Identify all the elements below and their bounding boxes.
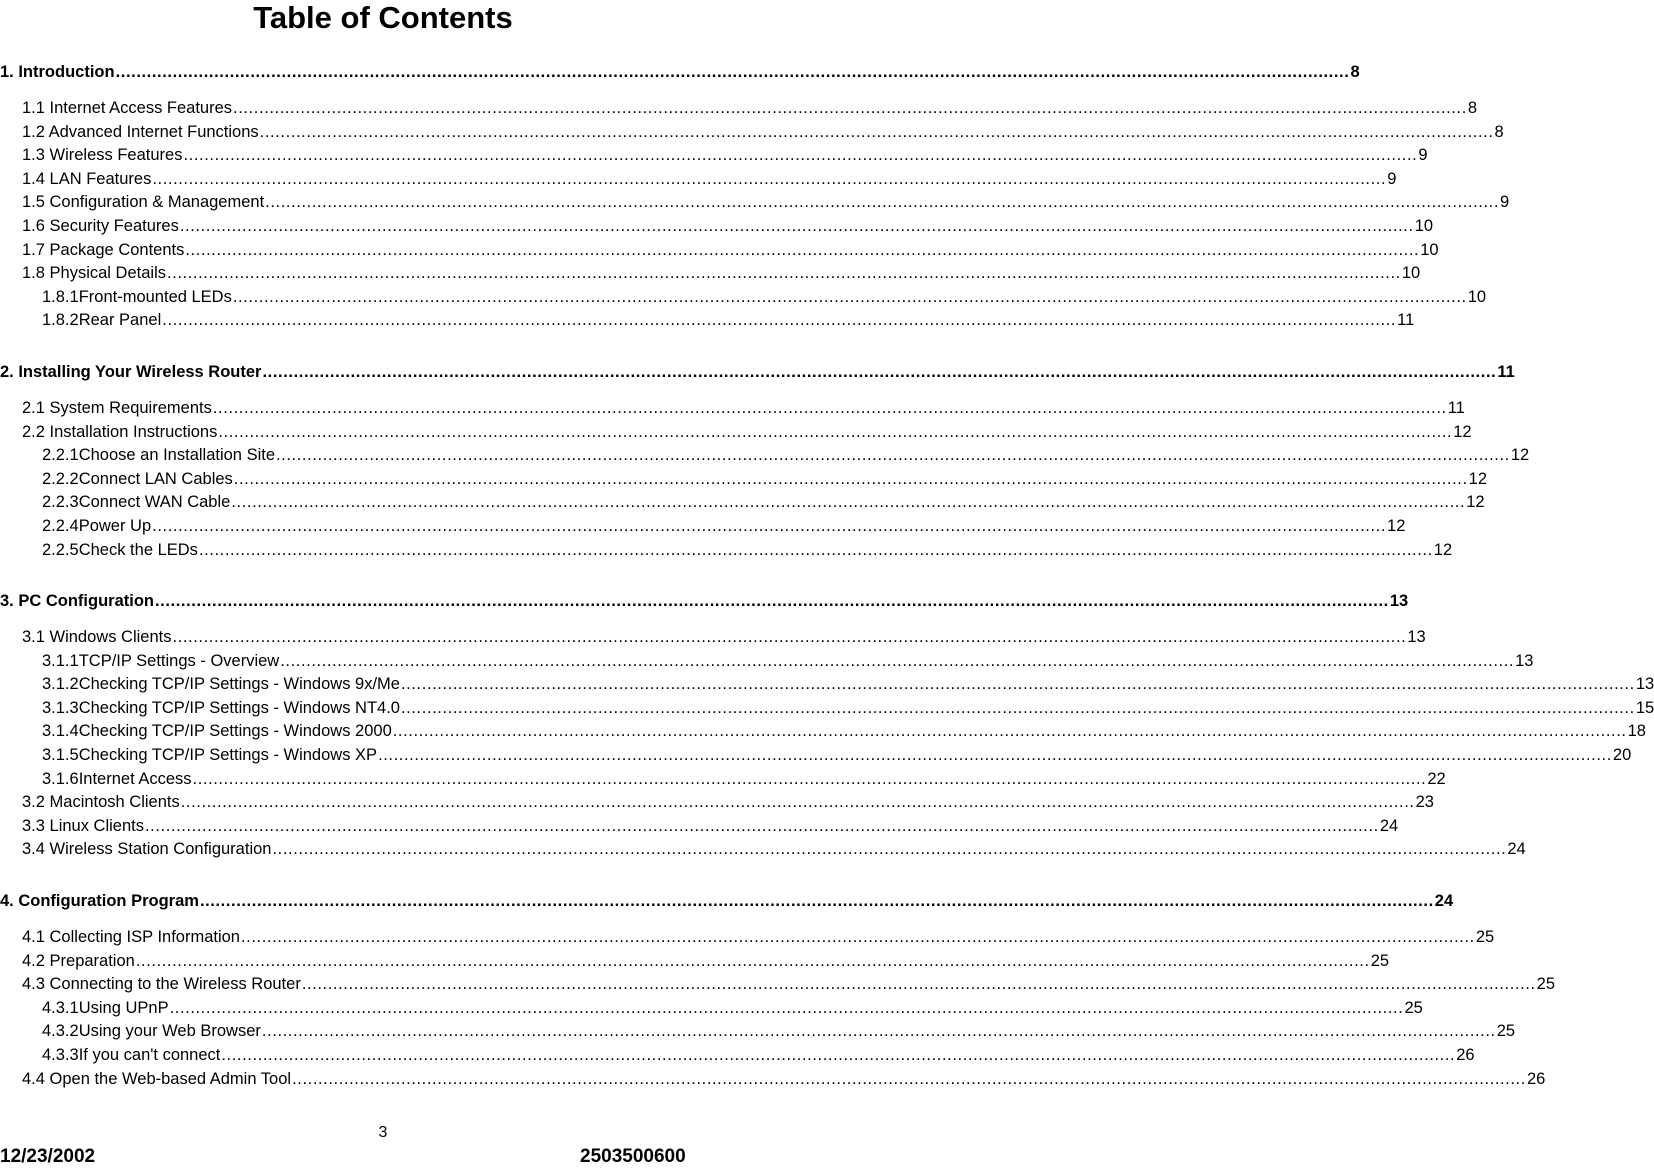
toc-entry-label: 2. Installing Your Wireless Router — [0, 362, 262, 381]
toc-entry[interactable] — [0, 168, 1397, 192]
toc-entry-label: Using UPnP — [78, 998, 169, 1017]
toc-entry-label: 1. Introduction — [0, 63, 115, 81]
toc-entry-page: 12 — [1433, 540, 1453, 559]
dot-leader — [276, 444, 1510, 468]
toc-entry[interactable] — [0, 650, 1534, 674]
dot-leader — [152, 168, 1386, 192]
toc-entry-page: 11 — [1447, 398, 1465, 417]
toc-entry-label: 1.3 Wireless Features — [22, 146, 183, 165]
dot-leader — [401, 673, 1635, 697]
toc-entry-label: Using your Web Browser — [78, 1022, 261, 1041]
toc-entry-label: Connect LAN Cables — [78, 469, 233, 488]
toc-entry-label: Check the LEDs — [78, 540, 198, 559]
toc-entry[interactable] — [0, 121, 1504, 145]
toc-entry[interactable] — [0, 468, 1488, 492]
dot-leader — [262, 1020, 1496, 1044]
toc-entry-label: Internet Access — [78, 769, 192, 788]
toc-entry-page: 24 — [1434, 892, 1454, 911]
toc-entry-label: 4.2 Preparation — [22, 951, 135, 970]
toc-entry-page: 22 — [1427, 769, 1446, 788]
toc-entry[interactable] — [0, 97, 1478, 121]
dot-leader — [265, 191, 1499, 215]
toc-entry-page: 25 — [1536, 975, 1556, 994]
toc-entry-label: Front-mounted LEDs — [78, 287, 232, 306]
toc-entry-page: 8 — [1467, 99, 1478, 117]
toc-entry-number: 2.2.1 — [42, 446, 79, 465]
toc-entry-number: 3.1.6 — [42, 769, 79, 788]
dot-leader — [241, 926, 1475, 950]
toc-entry-number: 2.2.2 — [42, 469, 79, 488]
toc-entry-page: 12 — [1510, 446, 1530, 465]
toc-entry-label: Checking TCP/IP Settings - Windows 9x/Me — [78, 675, 400, 694]
toc-entry[interactable] — [0, 515, 1406, 539]
toc-entry-label: 2.1 System Requirements — [22, 398, 212, 417]
toc-entry[interactable] — [0, 309, 1415, 333]
toc-entry[interactable] — [0, 144, 1428, 168]
toc-entry-page: 12 — [1466, 493, 1485, 512]
toc-entry-page: 12 — [1453, 422, 1472, 441]
toc-entry[interactable] — [0, 838, 1526, 862]
toc-entry[interactable] — [0, 791, 1434, 815]
toc-entry[interactable] — [0, 768, 1446, 792]
toc-entry[interactable] — [0, 361, 1515, 385]
toc-entry-page: 26 — [1456, 1046, 1475, 1064]
dot-leader — [193, 768, 1427, 792]
page-title: Table of Contents — [253, 0, 513, 35]
toc-entry-label: 1.5 Configuration & Management — [22, 193, 265, 212]
toc-entry-number: 3.1.1 — [42, 651, 79, 670]
toc-entry-number: 4.3.1 — [42, 998, 79, 1017]
dot-leader — [180, 215, 1414, 239]
toc-entry-number: 1.8.2 — [42, 311, 79, 330]
toc-entry-number: 3.1.4 — [42, 722, 79, 741]
toc-entry-page: 24 — [1507, 840, 1526, 859]
toc-entry[interactable] — [0, 262, 1421, 286]
toc-entry[interactable] — [0, 590, 1409, 614]
toc-entry-label: 1.4 LAN Features — [22, 169, 152, 188]
toc-entry-page: 9 — [1387, 169, 1397, 188]
dot-leader — [145, 815, 1379, 839]
toc-entry-page: 25 — [1496, 1022, 1516, 1041]
toc-entry-label: 4.4 Open the Web-based Admin Tool — [22, 1069, 292, 1088]
toc-entry[interactable] — [0, 444, 1530, 468]
toc-entry-label: 3. PC Configuration — [0, 592, 154, 611]
dot-leader — [162, 309, 1396, 333]
toc-entry[interactable] — [0, 697, 1654, 721]
dot-leader — [393, 720, 1627, 744]
toc-entry-label: 1.7 Package Contents — [22, 240, 185, 259]
dot-leader — [218, 421, 1452, 445]
toc-entry-page: 10 — [1467, 287, 1487, 306]
toc-entry-page: 9 — [1500, 193, 1510, 212]
footer-doc-id: 2503500600 — [580, 1146, 686, 1167]
toc-entry-page: 13 — [1389, 592, 1409, 611]
toc-entry-page: 12 — [1387, 516, 1406, 535]
table-of-contents — [0, 61, 1654, 1091]
toc-entry-page: 10 — [1401, 264, 1421, 283]
toc-entry[interactable] — [0, 744, 1632, 768]
dot-leader — [136, 950, 1370, 974]
toc-entry[interactable] — [0, 950, 1390, 974]
toc-entry-number: 2.2.4 — [42, 516, 79, 535]
dot-leader — [280, 650, 1514, 674]
dot-leader — [221, 1044, 1455, 1068]
toc-entry-label: Choose an Installation Site — [78, 446, 275, 465]
toc-entry[interactable] — [0, 397, 1465, 421]
toc-entry-page: 8 — [1350, 63, 1360, 81]
toc-entry-page: 8 — [1494, 122, 1504, 141]
dot-leader — [167, 262, 1401, 286]
dot-leader — [181, 791, 1415, 815]
toc-entry[interactable] — [0, 720, 1646, 744]
toc-entry-number: 1.8.1 — [42, 287, 79, 306]
toc-entry[interactable] — [0, 539, 1453, 563]
toc-entry[interactable] — [0, 286, 1487, 310]
dot-leader — [155, 590, 1389, 614]
toc-entry[interactable] — [0, 1068, 1546, 1092]
toc-entry-label: Connect WAN Cable — [78, 493, 231, 512]
dot-leader — [183, 144, 1417, 168]
dot-leader — [231, 491, 1465, 515]
toc-entry-page: 9 — [1418, 146, 1428, 165]
toc-entry[interactable] — [0, 815, 1399, 839]
toc-entry-page: 15 — [1635, 698, 1654, 717]
dot-leader — [172, 626, 1406, 650]
toc-entry[interactable] — [0, 1020, 1516, 1044]
toc-entry[interactable] — [0, 1044, 1475, 1068]
dot-leader — [401, 697, 1635, 721]
toc-entry-page: 13 — [1635, 675, 1654, 694]
toc-entry-number: 4.3.3 — [42, 1046, 79, 1064]
toc-entry[interactable] — [0, 215, 1434, 239]
toc-entry-label: 3.4 Wireless Station Configuration — [22, 840, 272, 859]
dot-leader — [213, 397, 1447, 421]
dot-leader — [272, 838, 1506, 862]
toc-entry-label: Power Up — [78, 516, 152, 535]
toc-entry-label: If you can't connect — [78, 1046, 221, 1064]
toc-entry-page: 20 — [1612, 746, 1632, 765]
toc-entry-page: 11 — [1397, 311, 1415, 330]
page-number: 3 — [378, 1124, 388, 1141]
toc-entry-page: 18 — [1627, 722, 1646, 741]
toc-entry-label: Checking TCP/IP Settings - Windows NT4.0 — [78, 698, 400, 717]
toc-entry-label: TCP/IP Settings - Overview — [78, 651, 280, 670]
toc-entry-label: 1.6 Security Features — [22, 216, 179, 235]
toc-entry-label: Checking TCP/IP Settings - Windows XP — [78, 746, 378, 765]
dot-leader — [185, 239, 1419, 263]
toc-entry-number: 3.1.3 — [42, 698, 79, 717]
toc-entry-page: 24 — [1379, 816, 1399, 835]
toc-entry-label: 3.1 Windows Clients — [22, 628, 172, 647]
dot-leader — [152, 515, 1386, 539]
toc-entry-page: 10 — [1420, 240, 1439, 259]
toc-entry-label: 1.8 Physical Details — [22, 264, 166, 283]
footer-date: 12/23/2002 — [0, 1146, 96, 1167]
toc-entry-label: 2.2 Installation Instructions — [22, 422, 218, 441]
dot-leader — [233, 97, 1467, 121]
toc-entry[interactable] — [0, 191, 1510, 215]
toc-entry[interactable] — [0, 626, 1426, 650]
toc-entry-page: 13 — [1515, 651, 1534, 670]
toc-entry[interactable] — [0, 491, 1485, 515]
dot-leader — [170, 997, 1404, 1021]
toc-entry-label: 4.3 Connecting to the Wireless Router — [22, 975, 301, 994]
toc-entry-number: 3.1.2 — [42, 675, 79, 694]
dot-leader — [260, 121, 1494, 145]
toc-entry-page: 10 — [1414, 216, 1434, 235]
toc-entry-page: 12 — [1468, 469, 1488, 488]
toc-entry-label: 4. Configuration Program — [0, 892, 199, 911]
toc-entry-number: 3.1.5 — [42, 746, 79, 765]
dot-leader — [234, 468, 1468, 492]
toc-entry[interactable] — [0, 239, 1439, 263]
toc-entry[interactable] — [0, 421, 1472, 445]
toc-entry-number: 2.2.5 — [42, 540, 79, 559]
toc-entry-page: 11 — [1497, 362, 1515, 381]
toc-entry[interactable] — [0, 673, 1654, 697]
toc-entry[interactable] — [0, 973, 1556, 997]
dot-leader — [199, 539, 1433, 563]
dot-leader — [262, 361, 1496, 385]
toc-entry-label: 3.3 Linux Clients — [22, 816, 144, 835]
dot-leader — [233, 286, 1467, 310]
toc-entry-page: 23 — [1415, 793, 1434, 812]
toc-entry-page: 13 — [1407, 628, 1426, 647]
dot-leader — [292, 1068, 1526, 1092]
dot-leader — [378, 744, 1612, 768]
dot-leader — [200, 890, 1434, 914]
toc-entry[interactable] — [0, 926, 1495, 950]
toc-entry-page: 25 — [1370, 951, 1390, 970]
toc-entry-label: 1.1 Internet Access Features — [22, 99, 233, 117]
toc-entry[interactable] — [0, 890, 1454, 914]
toc-entry-label: 4.1 Collecting ISP Information — [22, 928, 240, 947]
toc-entry[interactable] — [0, 997, 1423, 1021]
toc-entry-label: Rear Panel — [78, 311, 162, 330]
toc-entry-label: 3.2 Macintosh Clients — [22, 793, 180, 812]
dot-leader — [116, 61, 1350, 85]
dot-leader — [302, 973, 1536, 997]
toc-entry-page: 26 — [1526, 1069, 1546, 1088]
toc-entry-page: 25 — [1404, 998, 1423, 1017]
toc-entry[interactable] — [0, 61, 1360, 85]
toc-entry-number: 2.2.3 — [42, 493, 79, 512]
toc-entry-label: 1.2 Advanced Internet Functions — [22, 122, 259, 141]
toc-entry-number: 4.3.2 — [42, 1022, 79, 1041]
toc-entry-page: 25 — [1475, 928, 1495, 947]
toc-entry-label: Checking TCP/IP Settings - Windows 2000 — [78, 722, 392, 741]
